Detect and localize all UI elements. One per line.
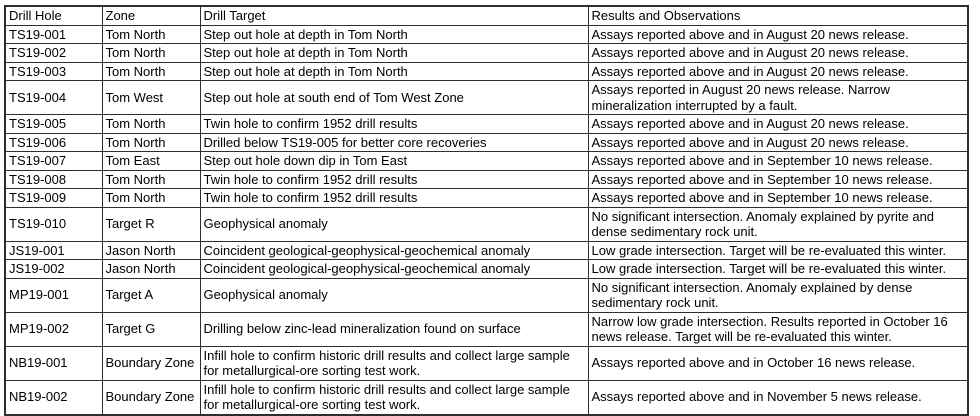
header-drill-target: Drill Target: [200, 6, 588, 25]
zone-cell: Target G: [102, 312, 200, 346]
drill-hole-cell: TS19-009: [5, 189, 102, 208]
drill-target-cell: Step out hole at south end of Tom West Zone: [200, 81, 588, 115]
results-cell: Assays reported above and in November 5 news release.: [588, 380, 968, 415]
drill-target-cell: Twin hole to confirm 1952 drill results: [200, 170, 588, 189]
drill-target-cell: Step out hole down dip in Tom East: [200, 152, 588, 171]
results-cell: Assays reported above and in September 10 news release.: [588, 170, 968, 189]
zone-cell: Tom North: [102, 25, 200, 44]
table-row: [5, 133, 968, 152]
zone-cell: Tom North: [102, 62, 200, 81]
results-cell: No significant intersection. Anomaly explained by dense sedimentary rock unit.: [588, 278, 968, 312]
drill-hole-cell: MP19-001: [5, 278, 102, 312]
drill-hole-cell: NB19-001: [5, 346, 102, 380]
drill-target-cell: Step out hole at depth in Tom North: [200, 25, 588, 44]
results-cell: Assays reported above and in August 20 news release.: [588, 115, 968, 134]
table-row: [5, 312, 968, 346]
results-cell: Low grade intersection. Target will be re-evaluated this winter.: [588, 260, 968, 279]
drill-target-cell: Coincident geological-geophysical-geochemical anomaly: [200, 241, 588, 260]
table-row: [5, 207, 968, 241]
zone-cell: Target R: [102, 207, 200, 241]
drill-target-cell: Drilled below TS19-005 for better core recoveries: [200, 133, 588, 152]
zone-cell: Jason North: [102, 260, 200, 279]
table-row: [5, 25, 968, 44]
table-row: [5, 278, 968, 312]
zone-cell: Tom North: [102, 133, 200, 152]
table-row: [5, 241, 968, 260]
results-cell: Assays reported above and in August 20 news release.: [588, 133, 968, 152]
drill-hole-cell: TS19-008: [5, 170, 102, 189]
drill-hole-cell: JS19-002: [5, 260, 102, 279]
drill-target-cell: Infill hole to confirm historic drill results and collect large sample for metallurgical-ore sorting test work.: [200, 346, 588, 380]
drill-hole-cell: TS19-007: [5, 152, 102, 171]
table-body: [5, 25, 968, 415]
drill-target-cell: Step out hole at depth in Tom North: [200, 62, 588, 81]
zone-cell: Tom North: [102, 170, 200, 189]
drill-target-cell: Twin hole to confirm 1952 drill results: [200, 189, 588, 208]
table-row: [5, 44, 968, 63]
drill-results-table: [4, 5, 969, 416]
table-row: [5, 62, 968, 81]
drill-hole-cell: TS19-010: [5, 207, 102, 241]
drill-hole-cell: NB19-002: [5, 380, 102, 415]
drill-hole-cell: TS19-006: [5, 133, 102, 152]
table-row: [5, 170, 968, 189]
drill-hole-cell: TS19-005: [5, 115, 102, 134]
drill-target-cell: Twin hole to confirm 1952 drill results: [200, 115, 588, 134]
table-row: [5, 260, 968, 279]
drill-target-cell: Drilling below zinc-lead mineralization found on surface: [200, 312, 588, 346]
zone-cell: Tom East: [102, 152, 200, 171]
drill-target-cell: Coincident geological-geophysical-geochemical anomaly: [200, 260, 588, 279]
zone-cell: Boundary Zone: [102, 380, 200, 415]
zone-cell: Boundary Zone: [102, 346, 200, 380]
results-cell: Narrow low grade intersection. Results reported in October 16 news release. Target will be re-evaluated this winter.: [588, 312, 968, 346]
table-row: [5, 346, 968, 380]
header-row: [5, 6, 968, 25]
results-cell: Assays reported above and in August 20 news release.: [588, 44, 968, 63]
zone-cell: Tom West: [102, 81, 200, 115]
zone-cell: Tom North: [102, 115, 200, 134]
drill-target-cell: Geophysical anomaly: [200, 207, 588, 241]
results-cell: Assays reported above and in September 10 news release.: [588, 189, 968, 208]
results-cell: Assays reported in August 20 news release. Narrow mineralization interrupted by a fault.: [588, 81, 968, 115]
drill-hole-cell: MP19-002: [5, 312, 102, 346]
drill-target-cell: Step out hole at depth in Tom North: [200, 44, 588, 63]
table-row: [5, 115, 968, 134]
zone-cell: Tom North: [102, 44, 200, 63]
results-cell: Assays reported above and in September 10 news release.: [588, 152, 968, 171]
table-row: [5, 152, 968, 171]
table-row: [5, 380, 968, 415]
header-drill-hole: Drill Hole: [5, 6, 102, 25]
drill-hole-cell: TS19-003: [5, 62, 102, 81]
results-cell: Assays reported above and in October 16 news release.: [588, 346, 968, 380]
header-results: Results and Observations: [588, 6, 968, 25]
results-cell: Assays reported above and in August 20 news release.: [588, 25, 968, 44]
table-header: [5, 6, 968, 25]
zone-cell: Target A: [102, 278, 200, 312]
drill-hole-cell: TS19-004: [5, 81, 102, 115]
table-row: [5, 189, 968, 208]
drill-target-cell: Geophysical anomaly: [200, 278, 588, 312]
drill-target-cell: Infill hole to confirm historic drill results and collect large sample for metallurgical-ore sorting test work.: [200, 380, 588, 415]
zone-cell: Tom North: [102, 189, 200, 208]
results-cell: Low grade intersection. Target will be re-evaluated this winter.: [588, 241, 968, 260]
drill-hole-cell: TS19-002: [5, 44, 102, 63]
results-cell: Assays reported above and in August 20 news release.: [588, 62, 968, 81]
header-zone: Zone: [102, 6, 200, 25]
drill-hole-cell: JS19-001: [5, 241, 102, 260]
zone-cell: Jason North: [102, 241, 200, 260]
results-cell: No significant intersection. Anomaly explained by pyrite and dense sedimentary rock unit.: [588, 207, 968, 241]
table-row: [5, 81, 968, 115]
drill-hole-cell: TS19-001: [5, 25, 102, 44]
